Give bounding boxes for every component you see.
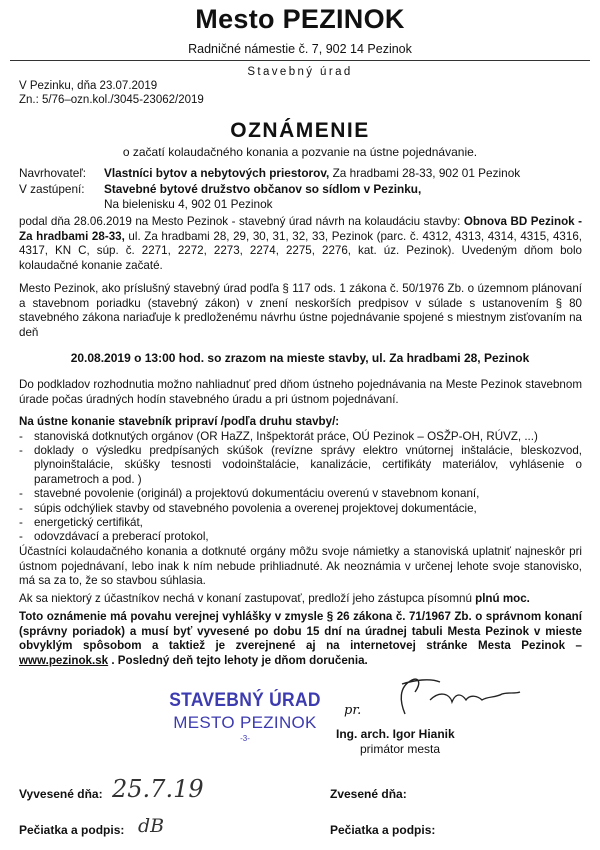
- per-procura: pr.: [344, 703, 362, 718]
- paragraph-application: podal dňa 28.06.2019 na Mesto Pezinok - stavebný úrad návrh na kolaudáciu stavby: Obnova BD Pezinok - Za hradbami 28-33, ul. Za hradbami 28, 29, 30, 31, 32, 33, Pezinok (parc. č. 4312, 4313, 4314, 4315, 4316, 4317, KN C, súp. č. 2271, 2272, 2273, 2274, 2275, 2276, kat. úz. Pezinok). Uvedeným dňom bolo kolaudačné konanie začaté.: [19, 215, 582, 272]
- notice-heading: OZNÁMENIE: [230, 119, 370, 142]
- notice-subheading: o začatí kolaudačného konania a pozvanie na ústne pojednávanie.: [122, 145, 478, 159]
- paragraph-documents: Do podkladov rozhodnutia možno nahliadnuť pred dňom ústneho pojednávania na Meste Pezinok stavebnom úrade počas úradných hodín stavebného úradu a pri ústnom pojednávaní.: [19, 378, 582, 406]
- stamp-signature-label-right: Pečiatka a podpis:: [330, 823, 436, 837]
- list-item: - doklady o výsledku predpísaných skúšok (revízne správy elektro vnútornej inštalácie, bleskozvod, plynoinštalácie, skúšky tesnosti vodoinštalácie, kanalizácie, certifikáty materiálov, vyhlásenie o parametroch a pod. ): [19, 444, 582, 487]
- applicant-address: Za hradbami 28-33, 902 01 Pezinok: [329, 166, 521, 180]
- list-item: - stavebné povolenie (originál) a projektovú dokumentáciu overenú v stavebnom konaní,: [19, 487, 582, 501]
- paragraph-objections: Účastníci kolaudačného konania a dotknuté orgány môžu svoje námietky a stanoviská uplatniť najneskôr pri ústnom pojednávaní, lebo inak k ním nebude prihliadnuté. Ak neoznámia v určenej lehote svoje stanovisko, má sa za to, že so stavbou súhlasia.: [19, 545, 582, 587]
- website-link[interactable]: www.pezinok.sk: [19, 653, 109, 667]
- header-divider: [10, 60, 590, 61]
- city-address: Radničné námestie č. 7, 902 14 Pezinok: [188, 42, 412, 56]
- date-line: V Pezinku, dňa 23.07.2019: [19, 80, 158, 92]
- agent-address: Na bielenisku 4, 902 01 Pezinok: [104, 197, 273, 211]
- department-name: Stavebný úrad: [247, 66, 353, 78]
- office-stamp: STAVEBNÝ ÚRAD MESTO PEZINOK -3-: [169, 690, 321, 743]
- list-item: - súpis odchýliek stavby od stavebného povolenia a overenej projektovej dokumentácie,: [19, 502, 582, 516]
- requirements-title: Na ústne konanie stavebník pripraví /podľa druhu stavby/:: [19, 415, 340, 428]
- requirements-section: [19, 415, 582, 545]
- paragraph-public-notice: Toto oznámenie má povahu verejnej vyhlášky v zmysle § 26 zákona č. 71/1967 Zb. o správnom konaní (správny poriadok) a musí byť vyvesené po dobu 15 dní na úradnej tabuli Mesta Pezinok v mieste obvyklým spôsobom a taktiež je zverejnené aj na internetovej stránke Mesta Pezinok – www.pezinok.sk . Posledný deň tejto lehoty je dňom doručenia.: [19, 610, 582, 667]
- applicant-label: Navrhovateľ:: [19, 166, 87, 180]
- posted-date-handwritten: 25.7.19: [112, 775, 204, 803]
- initials-handwritten: dB: [138, 815, 165, 837]
- city-title: Mesto PEZINOK: [195, 4, 405, 34]
- agent-name: Stavebné bytové družstvo občanov so sídlom v Pezinku,: [104, 182, 422, 196]
- requirements-list: [19, 430, 582, 545]
- posted-date-label: Vyvesené dňa:: [19, 787, 103, 801]
- reference-number: Zn.: 5/76–ozn.kol./3045-23062/2019: [19, 94, 204, 106]
- paragraph-authority: Mesto Pezinok, ako príslušný stavebný úrad podľa § 117 ods. 1 zákona č. 50/1976 Zb. o územnom plánovaní a stavebnom poriadku (stavebný zákon) v znení neskorších predpisov v súlade s ustanovením § 80 stavebného zákona nariaďuje k predloženému návrhu ústne pojednávanie spojené s miestnym zisťovaním na deň: [19, 282, 582, 339]
- paragraph-representation: Ak sa niektorý z účastníkov nechá v konaní zastupovať, predloží jeho zástupca písomnú plnú moc.: [19, 592, 530, 605]
- list-item: - energetický certifikát,: [19, 516, 582, 530]
- signatory-name: Ing. arch. Igor Hianik: [336, 727, 455, 741]
- list-item: - stanoviská dotknutých orgánov (OR HaZZ, Inšpektorát práce, OÚ Pezinok – OSŽP-OH, RÚVZ, ...): [19, 430, 582, 444]
- stamp-signature-label-left: Pečiatka a podpis:: [19, 823, 125, 837]
- applicant-value: [104, 166, 584, 181]
- agent-label: V zastúpení:: [19, 182, 85, 196]
- list-item: - odovzdávací a preberací protokol,: [19, 530, 582, 544]
- handwritten-signature: [370, 672, 535, 722]
- applicant-name: Vlastníci bytov a nebytových priestorov,: [104, 166, 330, 180]
- project-name: Obnova BD Pezinok - Za hradbami 28-33,: [19, 215, 582, 243]
- removed-date-label: Zvesené dňa:: [330, 787, 407, 801]
- signatory-role: primátor mesta: [360, 742, 441, 756]
- meeting-date-location: 20.08.2019 o 13:00 hod. so zrazom na mieste stavby, ul. Za hradbami 28, Pezinok: [70, 351, 530, 365]
